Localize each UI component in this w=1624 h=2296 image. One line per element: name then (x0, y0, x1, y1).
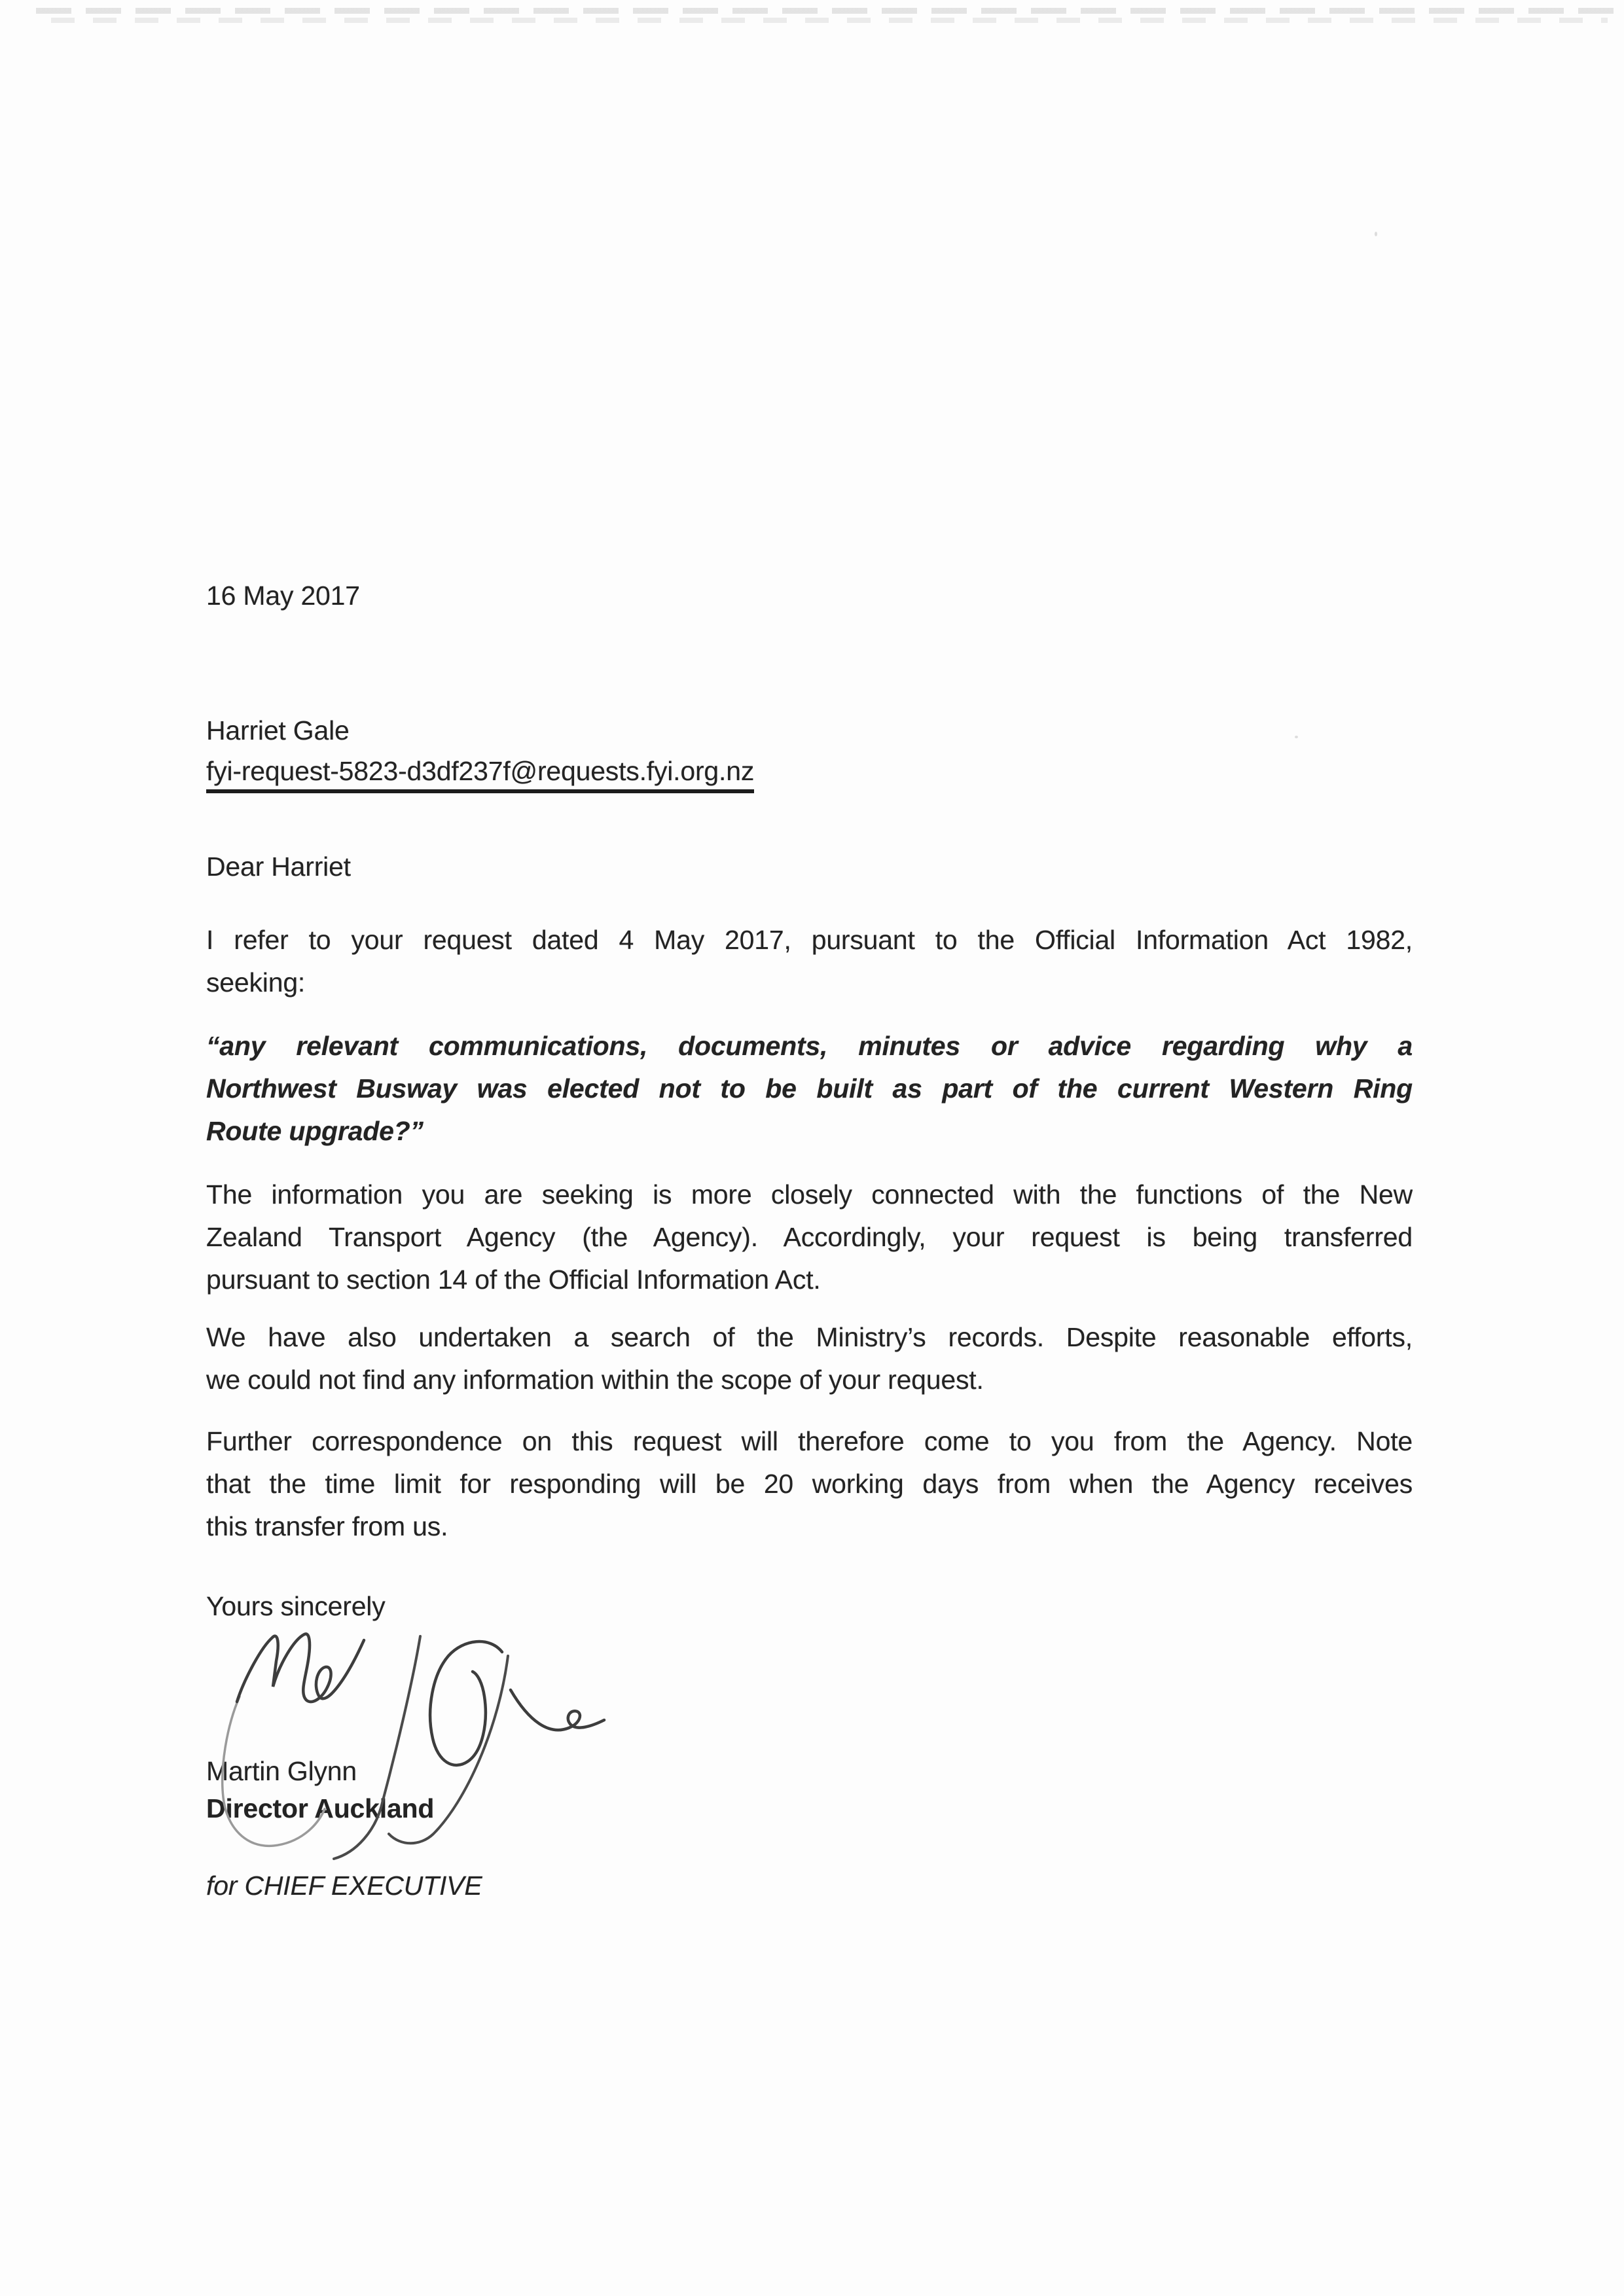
paragraph-transfer-line-2: Zealand Transport Agency (the Agency). Accordingly, your request is being transferred (206, 1222, 1413, 1252)
handwritten-signature-image (216, 1623, 622, 1872)
quoted-request-line-3: Route upgrade?” (206, 1116, 424, 1146)
paragraph-further-line-2: that the time limit for responding will be 20 working days from when the Agency receives (206, 1469, 1413, 1499)
signatory-title: Director Auckland (206, 1793, 435, 1823)
paragraph-further-line-3: this transfer from us. (206, 1511, 448, 1541)
recipient-name: Harriet Gale (206, 715, 350, 745)
paragraph-search-line-1: We have also undertaken a search of the Ministry’s records. Despite reasonable efforts, (206, 1322, 1413, 1352)
recipient-email: fyi-request-5823-d3df237f@requests.fyi.org.nz (206, 755, 754, 793)
scan-artifact-dashes-top (36, 8, 1614, 14)
scan-artifact-dashes-second (51, 18, 1608, 23)
scan-speck (1375, 232, 1377, 236)
salutation: Dear Harriet (206, 852, 351, 882)
quoted-request-line-1: “any relevant communications, documents, minutes or advice regarding why a (206, 1031, 1413, 1061)
quoted-request-line-2: Northwest Busway was elected not to be built as part of the current Western Ring (206, 1073, 1413, 1103)
recipient-email-line (206, 750, 1413, 793)
paragraph-transfer-line-1: The information you are seeking is more closely connected with the functions of the New (206, 1179, 1413, 1210)
paragraph-search-line-2: we could not find any information within the scope of your request. (206, 1365, 984, 1395)
paragraph-intro-line-1: I refer to your request dated 4 May 2017, pursuant to the Official Information Act 1982, (206, 925, 1413, 955)
signatory-name: Martin Glynn (206, 1756, 357, 1786)
letter-date: 16 May 2017 (206, 581, 360, 611)
paragraph-transfer-line-3: pursuant to section 14 of the Official Information Act. (206, 1265, 821, 1295)
paragraph-further-line-1: Further correspondence on this request will therefore come to you from the Agency. Note (206, 1426, 1413, 1456)
signatory-for-line: for CHIEF EXECUTIVE (206, 1871, 482, 1901)
paragraph-intro-line-2: seeking: (206, 967, 306, 997)
closing-valediction: Yours sincerely (206, 1591, 386, 1621)
